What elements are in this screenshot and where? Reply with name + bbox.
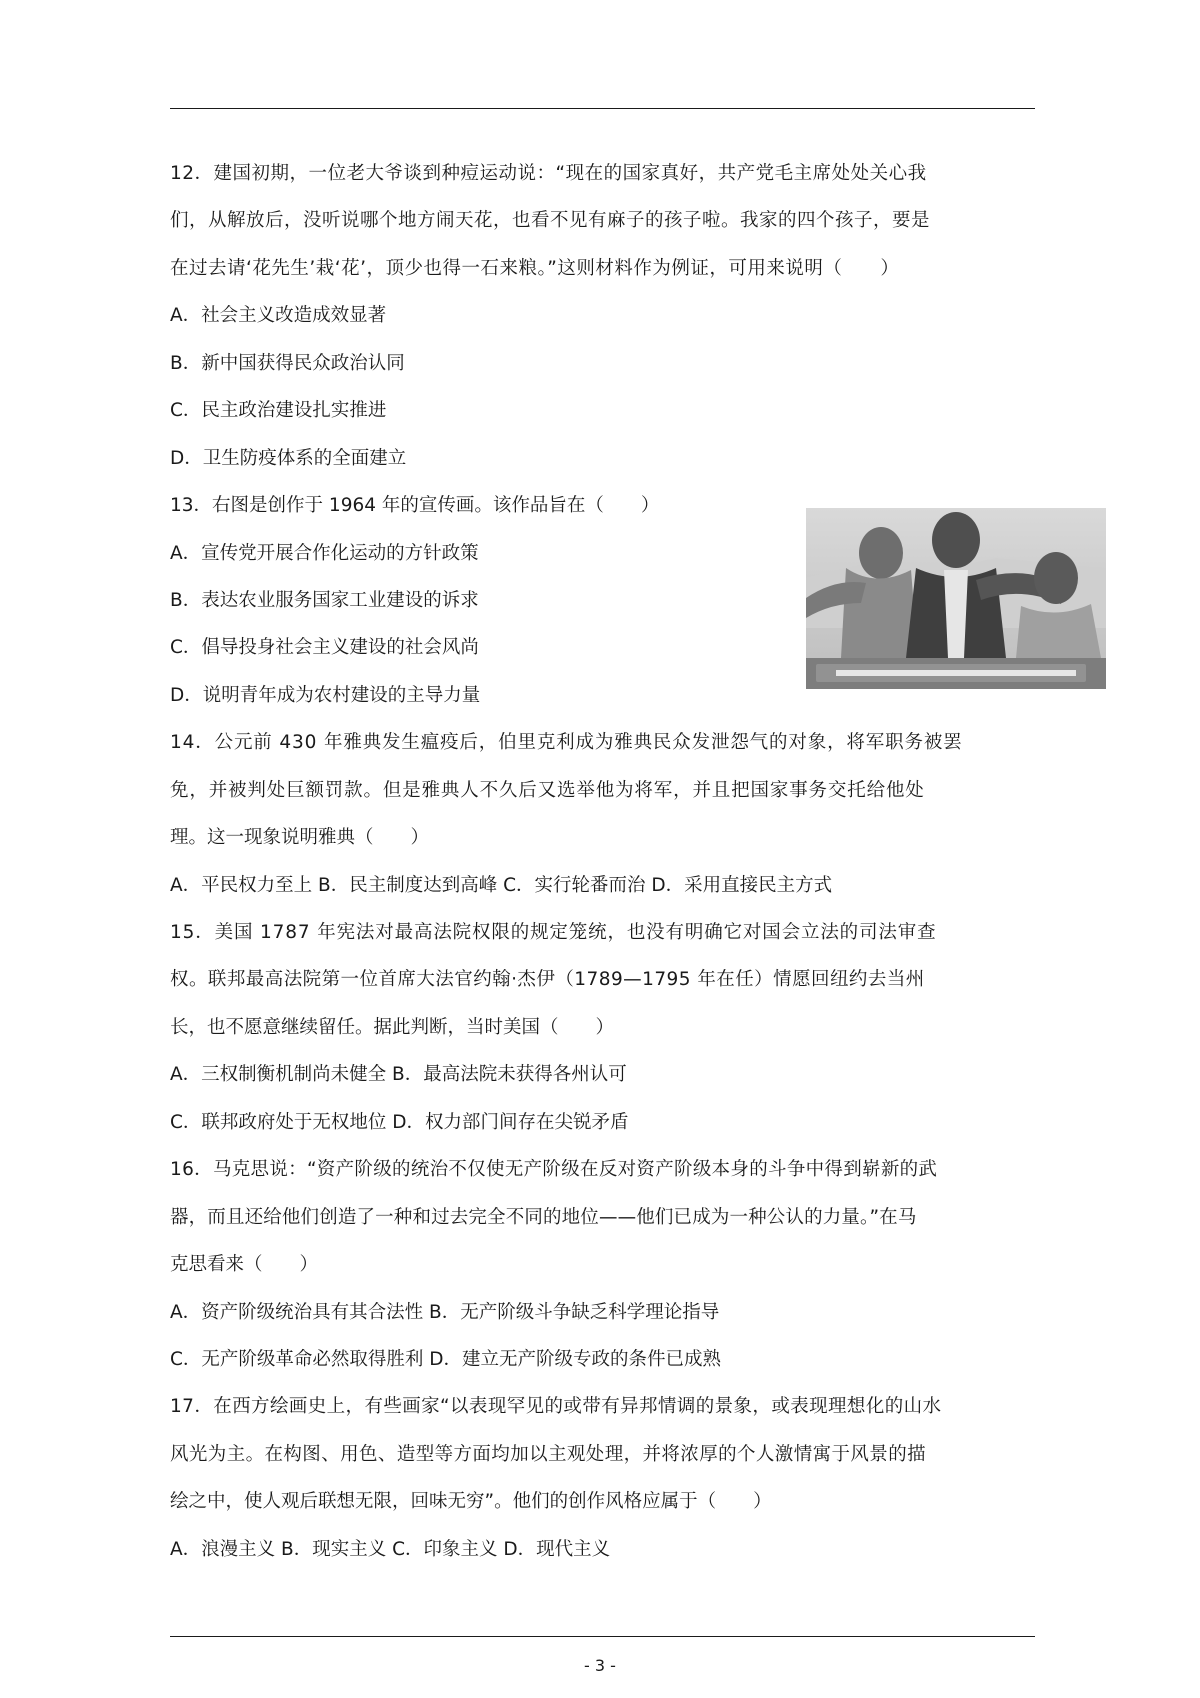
q15-line-2: 权。联邦最高法院第一位首席大法官约翰·杰伊（1789—1795 年在任）情愿回纽约去当州: [170, 969, 925, 991]
q15-line-3: 长，也不愿意继续留任。据此判断，当时美国（ ）: [170, 1016, 615, 1038]
header-rule: [170, 108, 1035, 109]
q14-options: A．平民权力至上 B．民主制度达到高峰 C．实行轮番而治 D．采用直接民主方式: [170, 874, 833, 896]
q13-option-b: B．表达农业服务国家工业建设的诉求: [170, 589, 479, 611]
q16-line-3: 克思看来（ ）: [170, 1254, 319, 1276]
q17-options: A．浪漫主义 B．现实主义 C．印象主义 D．现代主义: [170, 1538, 611, 1560]
q16-line-2: 器，而且还给他们创造了一种和过去完全不同的地位——他们已成为一种公认的力量。”在马: [170, 1206, 917, 1228]
q14-line-1: 14．公元前 430 年雅典发生瘟疫后，伯里克利成为雅典民众发泄怨气的对象，将军职务被罢: [170, 732, 963, 754]
q12-line-1: 12．建国初期，一位老大爷谈到种痘运动说：“现在的国家真好，共产党毛主席处处关心我: [170, 163, 927, 184]
q13-option-d: D．说明青年成为农村建设的主导力量: [170, 684, 481, 706]
q12-line-3: 在过去请‘花先生’栽‘花’，顶少也得一石来粮。”这则材料作为例证，可用来说明（ ）: [170, 257, 900, 279]
q15-options-cd: C．联邦政府处于无权地位 D．权力部门间存在尖锐矛盾: [170, 1111, 629, 1133]
q14-line-2: 免，并被判处巨额罚款。但是雅典人不久后又选举他为将军，并且把国家事务交托给他处: [170, 779, 925, 801]
q15-options-ab: A．三权制衡机制尚未健全 B．最高法院未获得各州认可: [170, 1064, 627, 1086]
q12-option-b: B．新中国获得民众政治认同: [170, 352, 405, 374]
q17-line-1: 17．在西方绘画史上，有些画家“以表现罕见的或带有异邦情调的景象，或表现理想化的山水: [170, 1396, 942, 1418]
q12-option-c: C．民主政治建设扎实推进: [170, 400, 387, 422]
page-number: - 3 -: [584, 1656, 616, 1675]
q16-line-1: 16．马克思说：“资产阶级的统治不仅使无产阶级在反对资产阶级本身的斗争中得到崭新的武: [170, 1159, 938, 1181]
q17-line-3: 绘之中，使人观后联想无限，回味无穷”。他们的创作风格应属于（ ）: [170, 1491, 772, 1513]
q14-line-3: 理。这一现象说明雅典（ ）: [170, 827, 430, 849]
q15-line-1: 15．美国 1787 年宪法对最高法院权限的规定笼统，也没有明确它对国会立法的司法审查: [170, 922, 937, 943]
q13-option-a: A．宣传党开展合作化运动的方针政策: [170, 542, 479, 564]
page-content: [170, 150, 1035, 1573]
q12-line-2: 们，从解放后，没听说哪个地方闹天花，也看不见有麻子的孩子啦。我家的四个孩子，要是: [170, 210, 931, 232]
footer-rule: [170, 1636, 1035, 1637]
q13-option-c: C．倡导投身社会主义建设的社会风尚: [170, 637, 479, 659]
q16-options-ab: A．资产阶级统治具有其合法性 B．无产阶级斗争缺乏科学理论指导: [170, 1301, 720, 1323]
propaganda-poster-image: [806, 508, 1106, 689]
q17-line-2: 风光为主。在构图、用色、造型等方面均加以主观处理，并将浓厚的个人激情寓于风景的描: [170, 1443, 927, 1465]
q12-option-a: A．社会主义改造成效显著: [170, 305, 387, 327]
q12-option-d: D．卫生防疫体系的全面建立: [170, 447, 407, 469]
q16-options-cd: C．无产阶级革命必然取得胜利 D．建立无产阶级专政的条件已成熟: [170, 1348, 722, 1370]
q13-line-1: 13．右图是创作于 1964 年的宣传画。该作品旨在（ ）: [170, 495, 660, 517]
